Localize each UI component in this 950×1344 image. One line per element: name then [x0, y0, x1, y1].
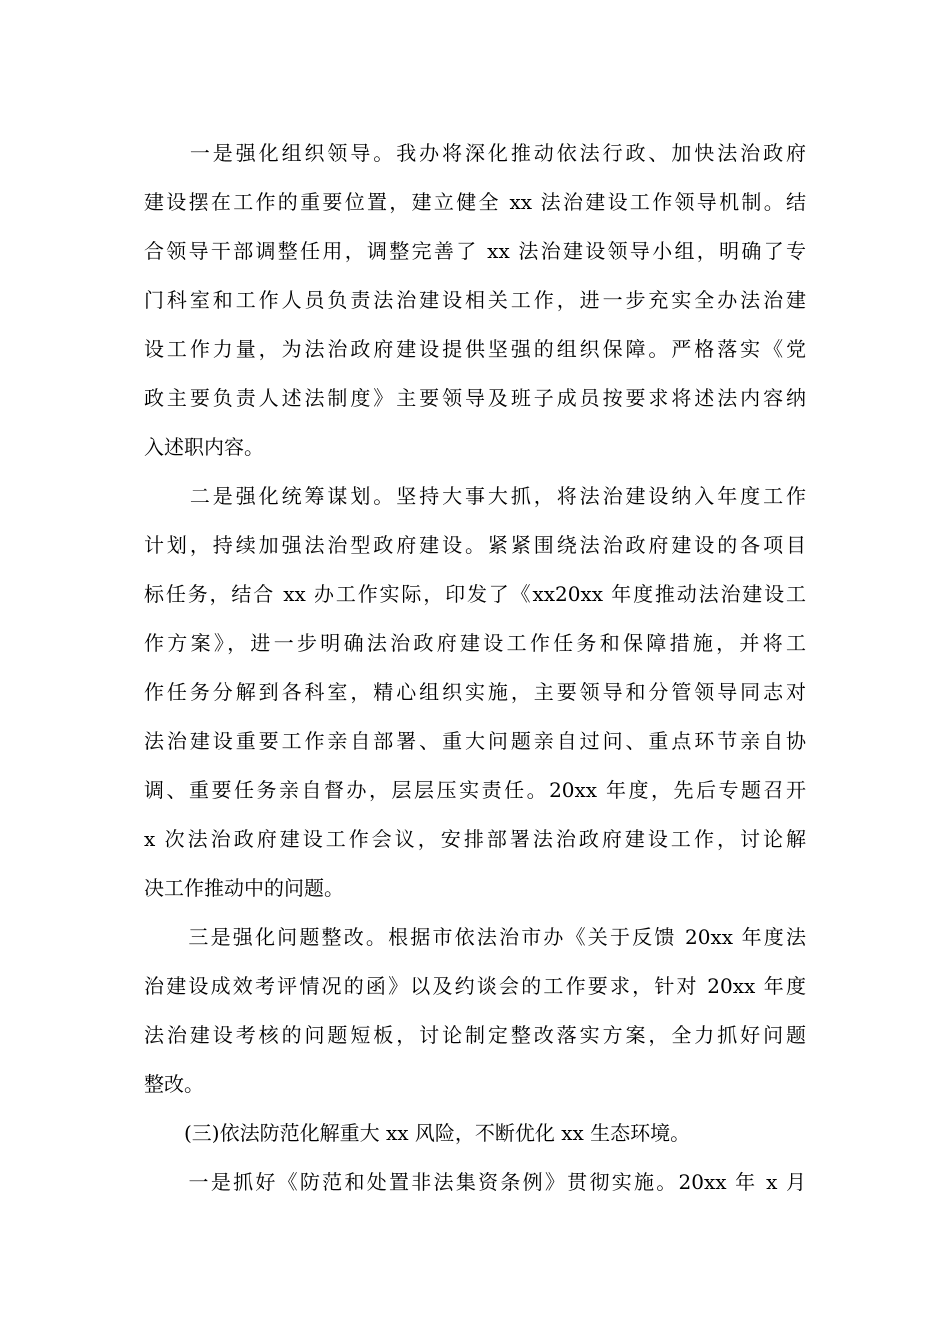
text-line: 治建设成效考评情况的函》以及约谈会的工作要求，针对 20xx 年度	[144, 974, 806, 998]
text-line: 门科室和工作人员负责法治建设相关工作，进一步充实全办法治建	[144, 288, 806, 312]
text-line: 决工作推动中的问题。	[144, 876, 344, 900]
paragraph-overall-planning	[144, 472, 806, 913]
text-line: 调、重要任务亲自督办，层层压实责任。20xx 年度，先后专题召开	[144, 778, 806, 802]
text-line: 合领导干部调整任用，调整完善了 xx 法治建设领导小组，明确了专	[144, 239, 806, 263]
text-line: 法治建设考核的问题短板，讨论制定整改落实方案，全力抓好问题	[144, 1023, 806, 1047]
text-line: 入述职内容。	[144, 435, 264, 459]
text-line: (三)依法防范化解重大 xx 风险，不断优化 xx 生态环境。	[144, 1121, 691, 1145]
text-line: 标任务，结合 xx 办工作实际，印发了《xx20xx 年度推动法治建设工	[144, 582, 806, 606]
text-line: 整改。	[144, 1072, 204, 1096]
text-line: 作方案》，进一步明确法治政府建设工作任务和保障措施，并将工	[144, 631, 806, 655]
paragraph-organization-leadership	[144, 129, 806, 472]
text-line: 一是强化组织领导。我办将深化推动依法行政、加快法治政府	[144, 141, 806, 165]
text-line: 法治建设重要工作亲自部署、重大问题亲自过问、重点环节亲自协	[144, 729, 806, 753]
text-line: 建设摆在工作的重要位置，建立健全 xx 法治建设工作领导机制。结	[144, 190, 806, 214]
text-line: 政主要负责人述法制度》主要领导及班子成员按要求将述法内容纳	[144, 386, 806, 410]
text-line: 设工作力量，为法治政府建设提供坚强的组织保障。严格落实《党	[144, 337, 806, 361]
text-line: x 次法治政府建设工作会议，安排部署法治政府建设工作，讨论解	[144, 827, 806, 851]
paragraph-illegal-fundraising-regulation	[144, 1158, 806, 1207]
text-line: 作任务分解到各科室，精心组织实施，主要领导和分管领导同志对	[144, 680, 806, 704]
text-line: 一是抓好《防范和处置非法集资条例》贯彻实施。20xx 年 x 月	[144, 1170, 806, 1194]
text-line: 二是强化统筹谋划。坚持大事大抓，将法治建设纳入年度工作	[144, 484, 806, 508]
section-heading-risk-prevention	[144, 1109, 806, 1158]
document-body	[144, 129, 806, 1207]
paragraph-problem-rectification	[144, 913, 806, 1109]
text-line: 计划，持续加强法治型政府建设。紧紧围绕法治政府建设的各项目	[144, 533, 806, 557]
text-line: 三是强化问题整改。根据市依法治市办《关于反馈 20xx 年度法	[144, 925, 806, 949]
